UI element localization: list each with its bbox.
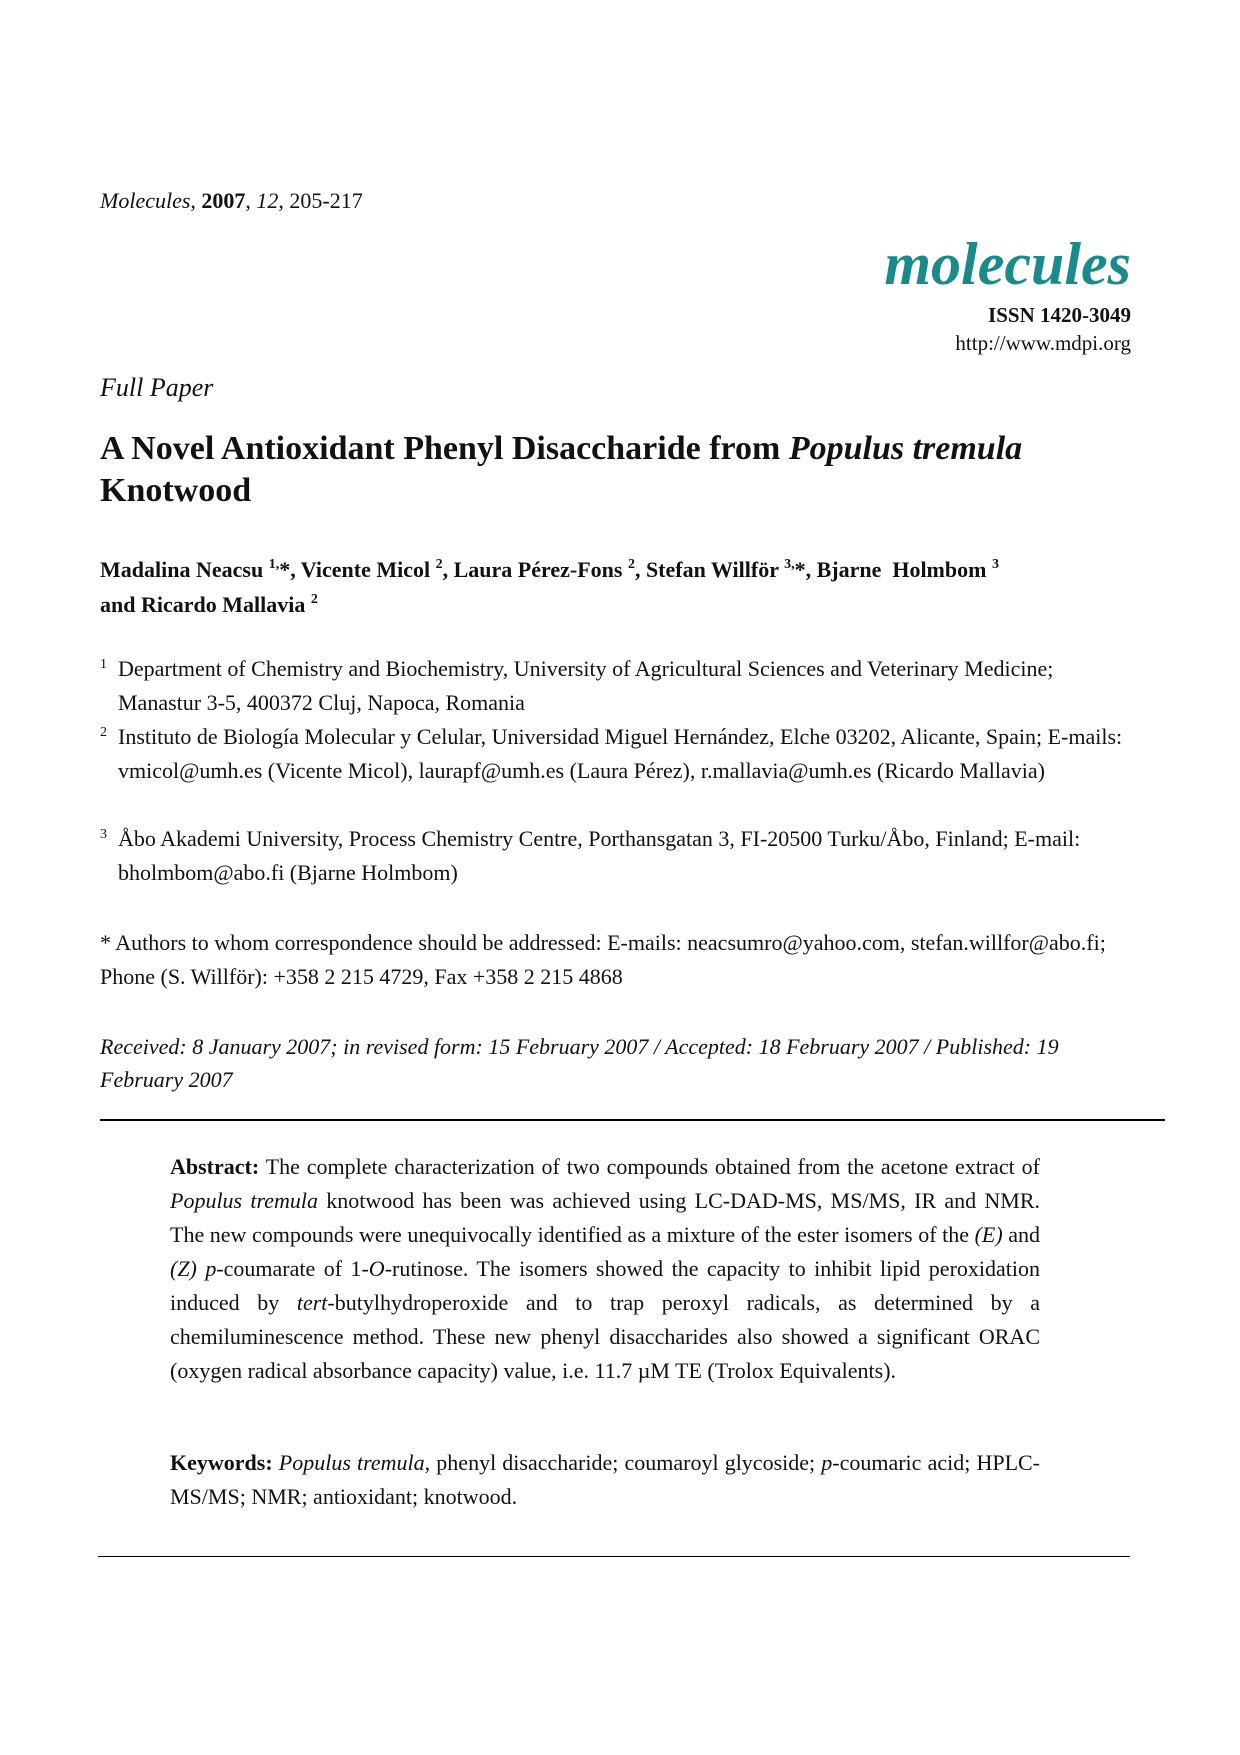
abstract-species: Populus tremula xyxy=(170,1188,318,1213)
abstract-text: -coumarate of 1- xyxy=(216,1256,369,1281)
author-name: Madalina Neacsu xyxy=(100,557,264,582)
paper-type: Full Paper xyxy=(100,373,214,402)
paper-title xyxy=(100,428,1160,512)
journal-logo: molecules xyxy=(884,231,1131,297)
keywords xyxy=(170,1446,1040,1514)
title-part1: A Novel Antioxidant Phenyl Disaccharide from xyxy=(100,430,789,467)
abstract-text: -butylhydroperoxide and to trap peroxyl radicals, as determined by a chemiluminescence method. These new phenyl disaccharides also showed a significant ORAC (oxygen radical absorbance capacity) value, i.e. 11.7 µM TE (Trolox Equivalents). xyxy=(170,1290,1040,1383)
journal-url[interactable]: http://www.mdpi.org xyxy=(955,331,1131,355)
title-part2: Knotwood xyxy=(100,472,252,509)
abstract-isomer-e: (E) xyxy=(974,1222,1003,1247)
abstract xyxy=(170,1150,1040,1388)
author-name: Stefan Willför xyxy=(645,557,779,582)
corresponding-mark: * xyxy=(279,557,291,582)
affiliation-number: 2 xyxy=(100,725,107,740)
affiliation-text: Department of Chemistry and Biochemistry, University of Agricultural Sciences and Veterinary Medicine; Manastur 3-5, 400372 Cluj, Napoca, Romania xyxy=(118,656,1054,715)
affiliation-number: 3 xyxy=(100,827,107,842)
author-affiliation: 3, xyxy=(784,557,795,572)
citation: Molecules, 2007, 12, 205-217 xyxy=(100,188,363,213)
keywords-text: -coumaric acid; HPLC-MS/MS; NMR; antioxidant; knotwood. xyxy=(170,1450,1041,1509)
abstract-para: p xyxy=(205,1256,217,1281)
abstract-isomer-z: (Z) xyxy=(170,1256,197,1281)
author-list: Madalina Neacsu $^{1,}$*, Vicente Micol $^2$, Laura Pérez-Fons $^2$, Stefan Willför $^{3,}$*, Bjarne Holmbom $^3$ and Ricardo Mallavia $^2$ xyxy=(100,557,999,617)
abstract-text: and xyxy=(1002,1222,1040,1247)
keyword-para: p xyxy=(821,1450,833,1475)
abstract-text: The complete characterization of two compounds obtained from the acetone extract of xyxy=(259,1154,1040,1179)
authors-and: and xyxy=(100,592,136,617)
abstract-o: O xyxy=(368,1256,385,1281)
affiliation-text: Instituto de Biología Molecular y Celular, Universidad Miguel Hernández, Elche 03202, Alicante, Spain; E-mails: vmicol@umh.es (Vicente Micol), laurapf@umh.es (Laura Pérez), r.mallavia@umh.es (Ricardo Mallavia) xyxy=(118,724,1123,783)
keyword-species: Populus tremula xyxy=(278,1450,425,1475)
author-affiliation: 1, xyxy=(268,557,280,572)
author-name: Ricardo Mallavia xyxy=(140,592,306,617)
keywords-label: Keywords: xyxy=(170,1450,273,1475)
publication-dates: Received: 8 January 2007; in revised form: 15 February 2007 / Accepted: 18 February 2007 / Published: 19 February 2007 xyxy=(100,1034,1059,1092)
author-affiliation: 3 xyxy=(991,557,999,572)
journal-year: 2007 xyxy=(201,188,246,213)
affiliation-3 xyxy=(100,822,1140,890)
journal-pages: 205-217 xyxy=(289,188,363,213)
section-divider xyxy=(100,1119,1165,1121)
author-name: Laura Pérez-Fons xyxy=(453,557,623,582)
author-affiliation: 2 xyxy=(310,592,318,607)
author-name: Vicente Micol xyxy=(300,557,431,582)
author-name: Bjarne Holmbom xyxy=(816,557,987,582)
author-affiliation: 2 xyxy=(435,557,443,572)
corresponding-mark: * xyxy=(794,557,806,582)
abstract-label: Abstract: xyxy=(170,1154,260,1179)
journal-name: Molecules xyxy=(100,188,191,213)
journal-volume: 12 xyxy=(256,188,279,213)
affiliation-text: Åbo Akademi University, Process Chemistry Centre, Porthansgatan 3, FI-20500 Turku/Åbo, Finland; E-mail: bholmbom@abo.fi (Bjarne Holmbom) xyxy=(118,826,1081,885)
keywords-text: , phenyl disaccharide; coumaroyl glycoside; xyxy=(424,1450,822,1475)
author-affiliation: 2 xyxy=(627,557,635,572)
affiliation-1 xyxy=(100,652,1140,720)
abstract-tert: tert xyxy=(296,1290,328,1315)
abstract-text: knotwood has been was achieved using LC-DAD-MS, MS/MS, IR and NMR. The new compounds were unequivocally identified as a mixture of the ester isomers of the xyxy=(170,1188,1041,1247)
correspondence-note: * Authors to whom correspondence should be addressed: E-mails: neacsumro@yahoo.com, stefan.willfor@abo.fi; Phone (S. Willför): +358 2 215 4729, Fax +358 2 215 4868 xyxy=(100,930,1106,989)
abstract-text: -rutinose. The isomers showed the capacity to inhibit lipid peroxidation induced by xyxy=(170,1256,1041,1315)
abstract-bottom-divider xyxy=(98,1556,1130,1557)
issn: ISSN 1420-3049 xyxy=(988,303,1131,327)
affiliation-number: 1 xyxy=(100,657,107,672)
title-species: Populus tremula xyxy=(788,430,1023,467)
affiliation-2 xyxy=(100,720,1140,788)
